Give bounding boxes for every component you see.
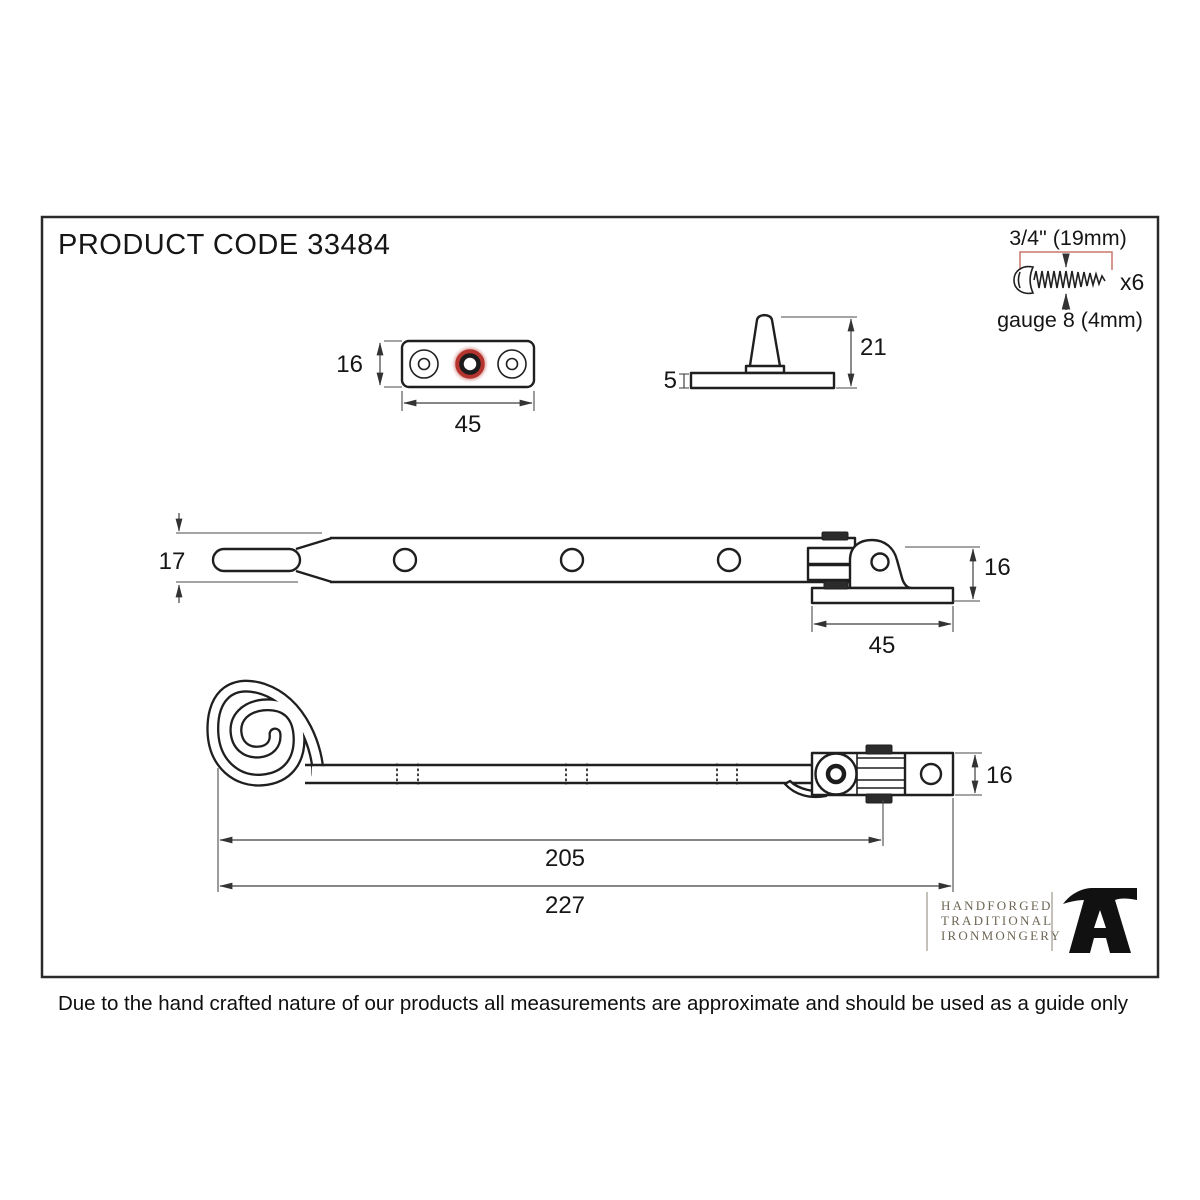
screw-detail	[997, 226, 1144, 332]
keep-plate-detail	[336, 341, 534, 438]
tip-width-value: 17	[158, 548, 186, 575]
keep-height-value: 16	[336, 351, 363, 378]
flat-bar-fill	[312, 766, 815, 782]
product-code-label: PRODUCT CODE 33484	[58, 229, 391, 261]
keep-pin-hole	[462, 356, 479, 373]
keep-width-value: 45	[454, 411, 482, 438]
stay-side-view	[159, 513, 1011, 659]
brand-block	[927, 888, 1137, 953]
screw-thread-icon	[1034, 271, 1105, 288]
pin-cone	[749, 315, 781, 372]
pin-plate-thickness-value: 5	[663, 367, 677, 394]
screw-head-slot	[1019, 272, 1021, 288]
screw-head-icon	[1014, 267, 1033, 294]
stay-top-view	[213, 686, 1013, 919]
bracket-base-plate	[812, 588, 953, 603]
screw-length-label: 3/4" (19mm)	[1009, 226, 1127, 250]
brand-line-1: HANDFORGED	[941, 898, 1053, 913]
pin-height-value: 21	[860, 334, 887, 361]
brand-line-2: TRADITIONAL	[941, 913, 1054, 928]
drawing-border	[42, 217, 1158, 977]
pivot-rivet	[828, 766, 844, 782]
monkeytail-curl	[213, 686, 318, 780]
hinge-pin-tab-top	[822, 532, 848, 540]
length-to-pivot-value: 205	[544, 845, 586, 872]
bracket-width-value: 45	[868, 632, 896, 659]
knuckle-tab-bottom	[866, 794, 892, 803]
pivot-bracket-lobe	[850, 540, 911, 588]
pin-base-plate	[691, 373, 834, 388]
stay-bar-fill	[328, 540, 853, 580]
overall-length-value: 227	[544, 892, 586, 919]
disclaimer-text: Due to the hand crafted nature of our products all measurements are approximate and should be used as a guide only	[57, 992, 1129, 1015]
hinge-pin-tab-bottom	[824, 581, 848, 589]
bracket-height-value: 16	[984, 554, 1011, 581]
screw-quantity-label: x6	[1120, 269, 1145, 295]
knuckle-tab-top	[866, 745, 892, 754]
stay-handle-tip	[213, 549, 300, 571]
pin-detail	[664, 315, 887, 394]
brand-line-3: IRONMONGERY	[941, 928, 1062, 943]
end-height-value: 16	[986, 762, 1013, 789]
screw-gauge-label: gauge 8 (4mm)	[997, 308, 1143, 332]
